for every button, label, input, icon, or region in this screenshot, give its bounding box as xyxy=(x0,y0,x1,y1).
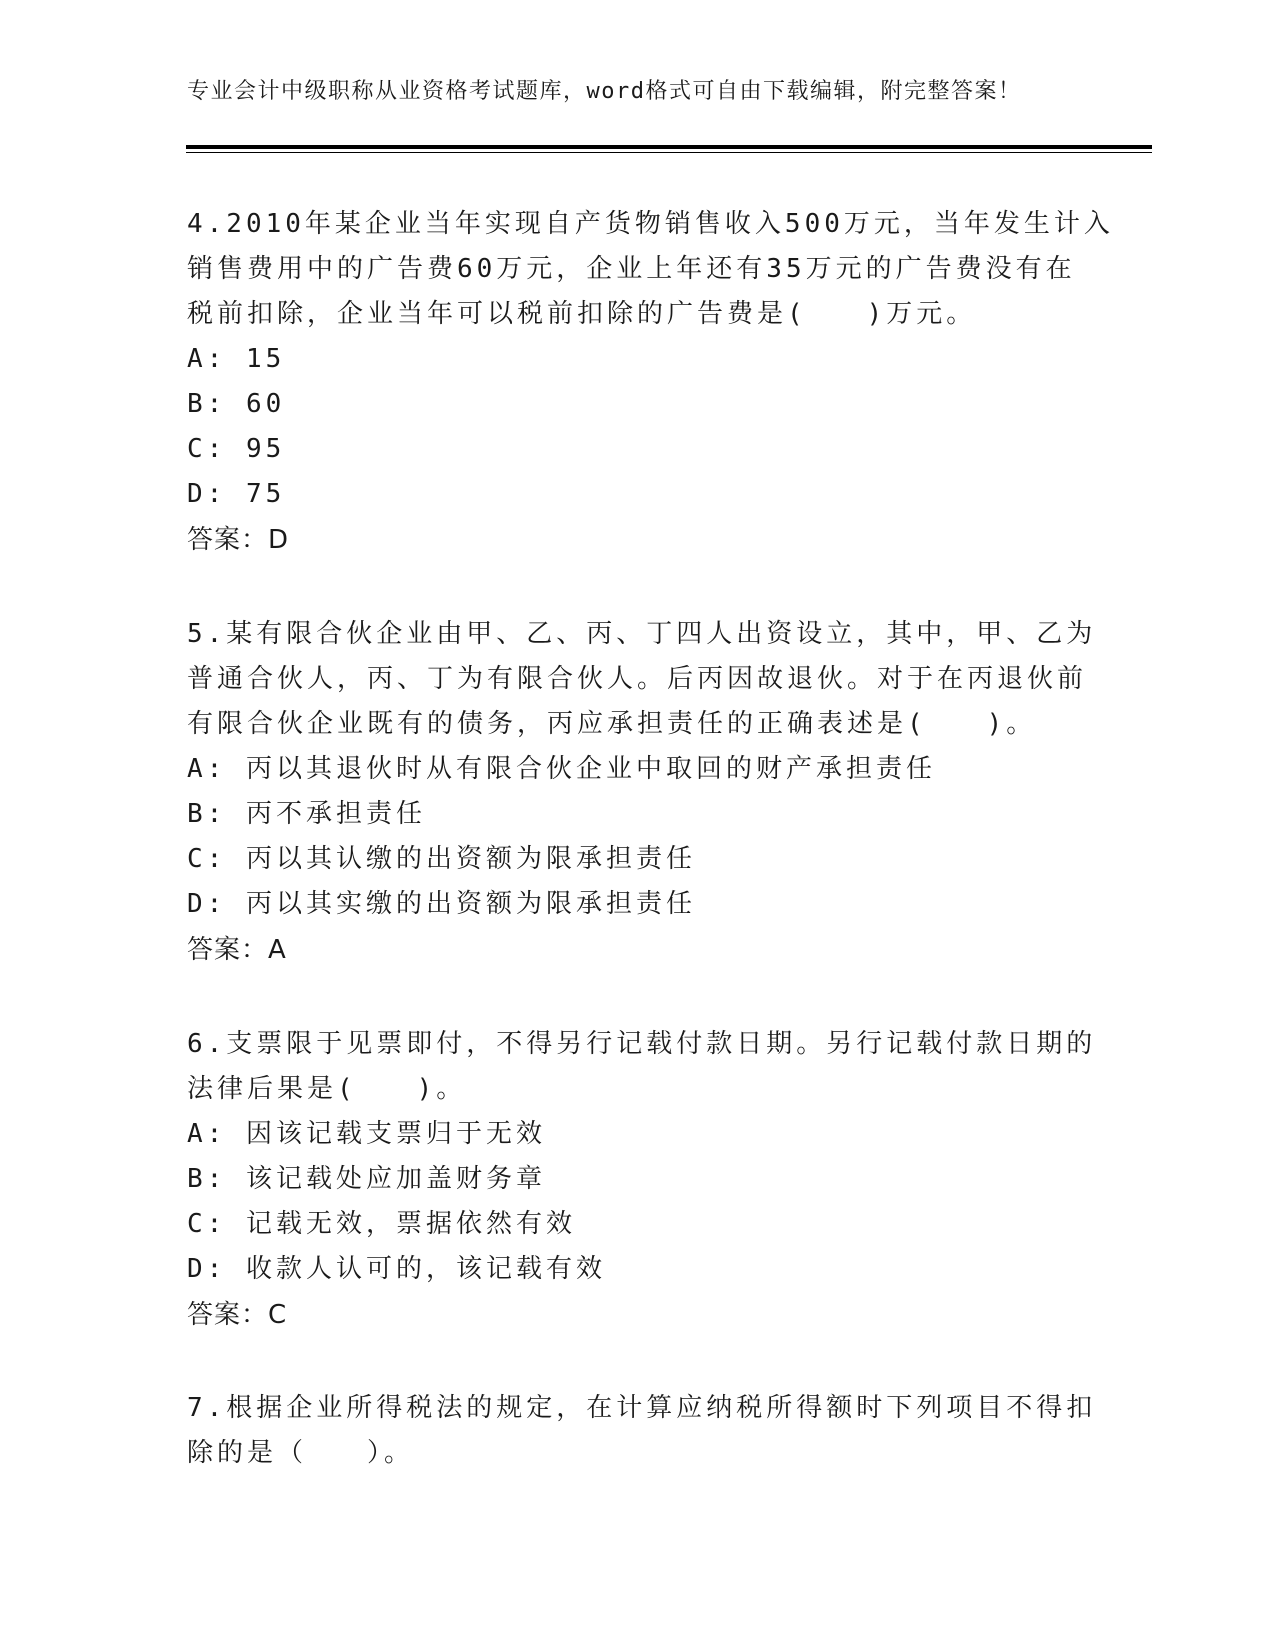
question-7-line-1: 7.根据企业所得税法的规定，在计算应纳税所得额时下列项目不得扣 xyxy=(187,1393,1097,1423)
page-header: 专业会计中级职称从业资格考试题库，word格式可自由下载编辑，附完整答案！ xyxy=(187,79,1022,104)
question-7-line-2: 除的是（ ）。 xyxy=(187,1438,415,1468)
question-4-line-1: 4.2010年某企业当年实现自产货物销售收入500万元，当年发生计入 xyxy=(187,209,1114,239)
question-5-line-3: 有限合伙企业既有的债务，丙应承担责任的正确表述是( )。 xyxy=(187,709,1037,739)
question-5-line-2: 普通合伙人，丙、丁为有限合伙人。后丙因故退伙。对于在丙退伙前 xyxy=(187,664,1088,694)
question-4-line-2: 销售费用中的广告费60万元，企业上年还有35万元的广告费没有在 xyxy=(187,254,1076,284)
question-5-option-d: D: 丙以其实缴的出资额为限承担责任 xyxy=(187,889,696,919)
question-5-option-b: B: 丙不承担责任 xyxy=(187,799,426,829)
question-4 xyxy=(187,202,1114,563)
header-rule-thick xyxy=(186,145,1152,149)
question-6-option-d: D: 收款人认可的，该记载有效 xyxy=(187,1254,606,1284)
question-6-line-1: 6.支票限于见票即付，不得另行记载付款日期。另行记载付款日期的 xyxy=(187,1029,1097,1059)
question-6-option-c: C: 记载无效，票据依然有效 xyxy=(187,1209,576,1239)
header-rule-thin xyxy=(186,152,1152,153)
question-5-answer: 答案：A xyxy=(187,935,287,965)
question-4-option-a: A: 15 xyxy=(187,344,286,374)
question-6-answer: 答案：C xyxy=(187,1300,288,1330)
question-4-option-d: D: 75 xyxy=(187,479,286,509)
question-5-option-c: C: 丙以其认缴的出资额为限承担责任 xyxy=(187,844,696,874)
question-4-answer: 答案：D xyxy=(187,525,290,555)
question-4-line-3: 税前扣除，企业当年可以税前扣除的广告费是( )万元。 xyxy=(187,299,977,329)
question-5-line-1: 5.某有限合伙企业由甲、乙、丙、丁四人出资设立，其中，甲、乙为 xyxy=(187,619,1097,649)
question-4-option-b: B: 60 xyxy=(187,389,286,419)
question-6-option-b: B: 该记载处应加盖财务章 xyxy=(187,1164,546,1194)
question-5-option-a: A: 丙以其退伙时从有限合伙企业中取回的财产承担责任 xyxy=(187,754,936,784)
question-5 xyxy=(187,612,1097,973)
question-4-option-c: C: 95 xyxy=(187,434,286,464)
question-7 xyxy=(187,1386,1097,1476)
question-6 xyxy=(187,1022,1097,1338)
question-6-line-2: 法律后果是( )。 xyxy=(187,1074,467,1104)
question-6-option-a: A: 因该记载支票归于无效 xyxy=(187,1119,546,1149)
